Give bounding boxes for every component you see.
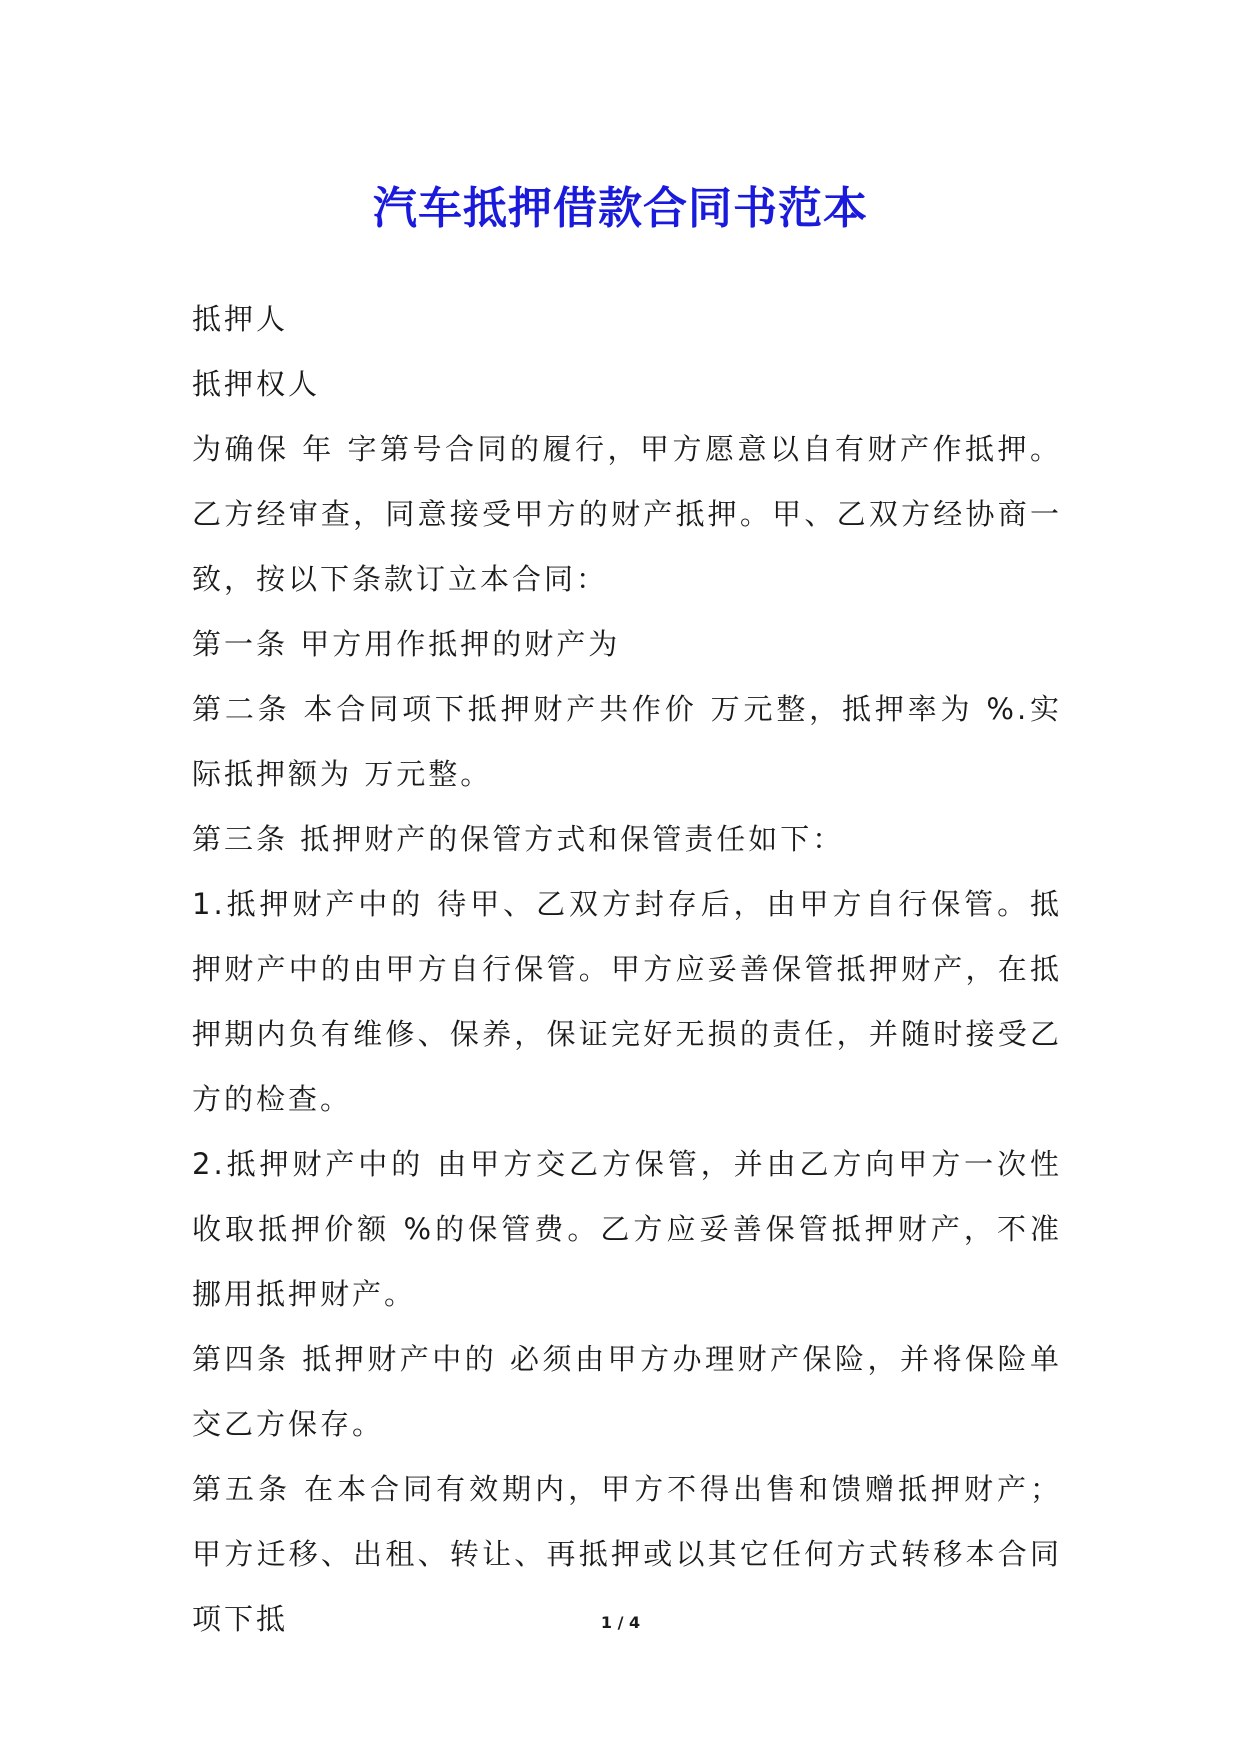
paragraph-mortgagee: 抵押权人 xyxy=(192,367,321,401)
paragraph-article-2: 第二条 本合同项下抵押财产共作价 万元整，抵押率为 %.实际抵押额为 万元整。 xyxy=(192,692,1062,791)
paragraph-article-3-item-1: 1.抵押财产中的 待甲、乙双方封存后，由甲方自行保管。抵押财产中的由甲方自行保管。甲方应妥善保管抵押财产，在抵押期内负有维修、保养，保证完好无损的责任，并随时接受乙方的检查。 xyxy=(192,887,1062,1116)
paragraph-mortgagor: 抵押人 xyxy=(192,302,289,336)
paragraph-article-3: 第三条 抵押财产的保管方式和保管责任如下： xyxy=(192,822,845,856)
paragraph-article-4: 第四条 抵押财产中的 必须由甲方办理财产保险，并将保险单交乙方保存。 xyxy=(192,1342,1062,1441)
page-number: 1 / 4 xyxy=(600,1613,641,1632)
document-body xyxy=(192,287,1062,1652)
paragraph-article-1: 第一条 甲方用作抵押的财产为 xyxy=(192,627,621,661)
paragraph-preamble: 为确保 年 字第号合同的履行，甲方愿意以自有财产作抵押。乙方经审查，同意接受甲方的财产抵押。甲、乙双方经协商一致，按以下条款订立本合同： xyxy=(192,432,1062,596)
paragraph-article-5: 第五条 在本合同有效期内，甲方不得出售和馈赠抵押财产；甲方迁移、出租、转让、再抵押或以其它任何方式转移本合同项下抵 xyxy=(192,1472,1062,1636)
document-title: 汽车抵押借款合同书范本 xyxy=(373,183,868,235)
paragraph-article-3-item-2: 2.抵押财产中的 由甲方交乙方保管，并由乙方向甲方一次性收取抵押价额 %的保管费。乙方应妥善保管抵押财产，不准挪用抵押财产。 xyxy=(192,1147,1062,1311)
